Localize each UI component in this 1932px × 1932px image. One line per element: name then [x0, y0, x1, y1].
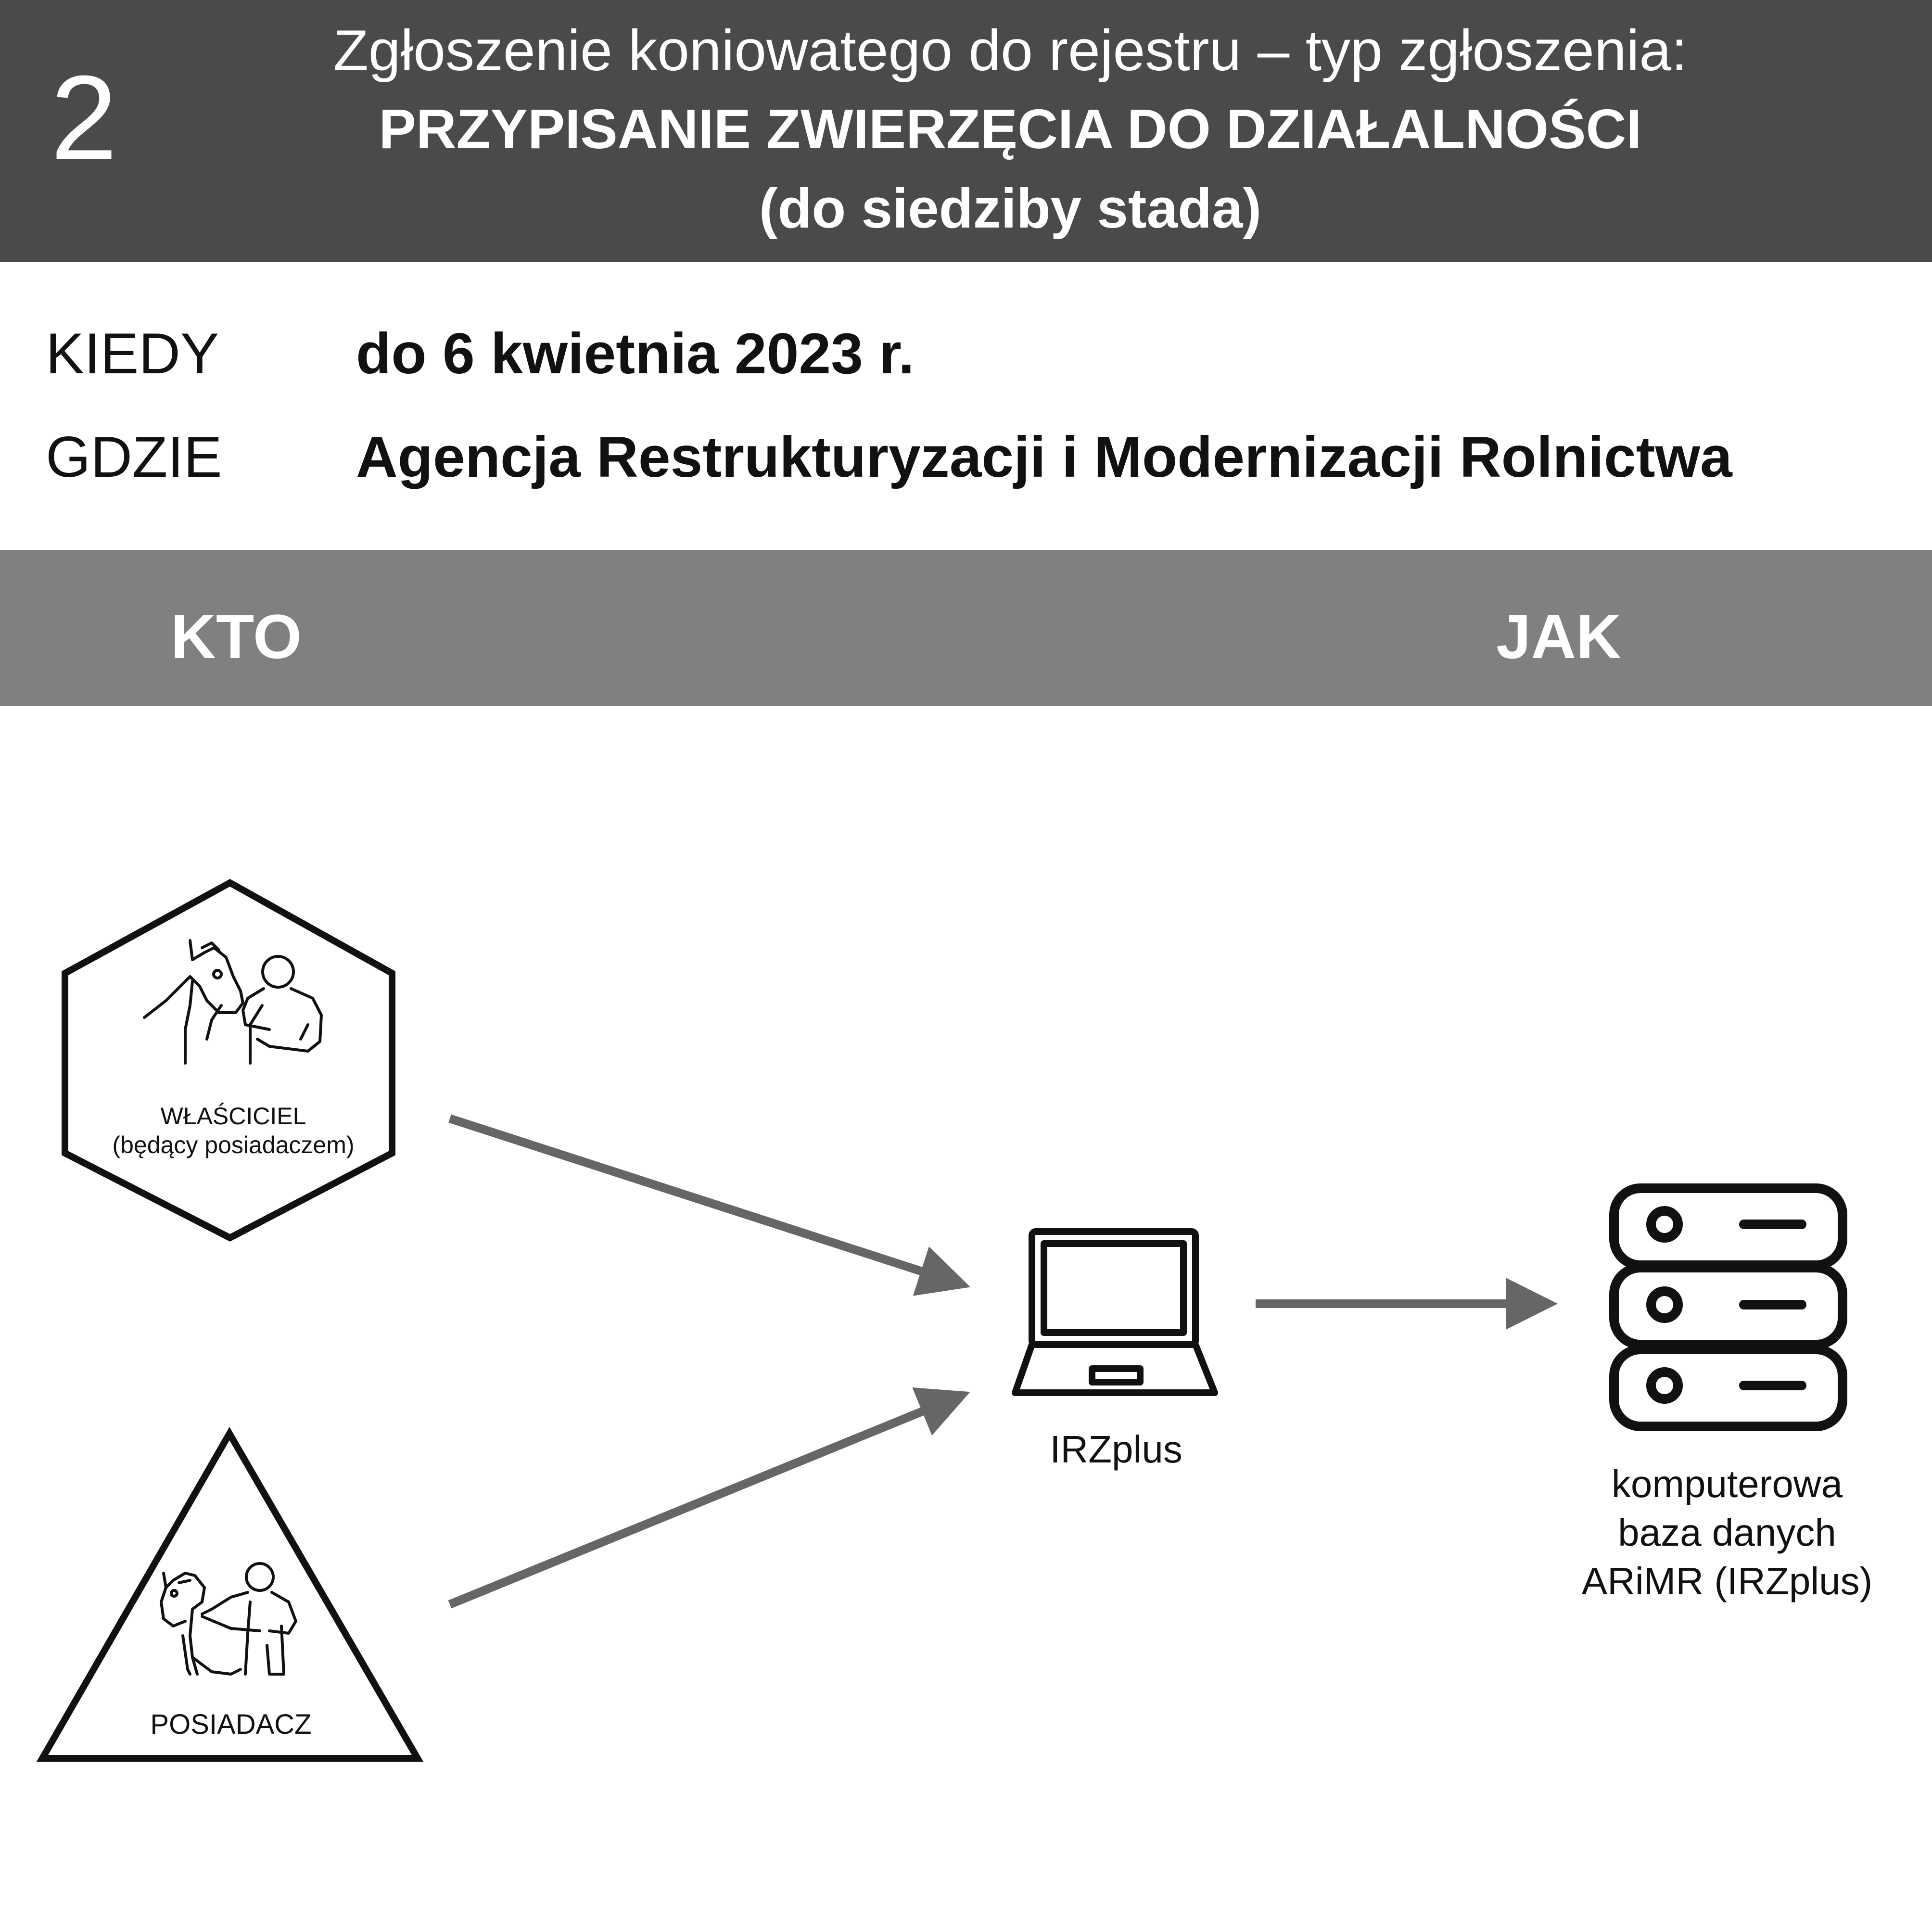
- server-database-icon: [1614, 1188, 1843, 1426]
- gdzie-value: Agencja Restrukturyzacji i Modernizacji Rolnictwa: [356, 425, 1732, 489]
- owner-caption: [79, 1102, 387, 1159]
- owner-hexagon: [65, 883, 392, 1238]
- title-line-2: PRZYPISANIE ZWIERZĘCIA DO DZIAŁALNOŚCI: [379, 98, 1642, 160]
- title-line-3: (do siedziby stada): [759, 177, 1262, 240]
- arrow-owner-to-laptop: [450, 1119, 962, 1284]
- title-line-1: Zgłoszenie koniowatego do rejestru – typ zgłoszenia:: [333, 18, 1688, 83]
- laptop-label: IRZplus: [1050, 1428, 1182, 1471]
- owner-sublabel: (będący posiadaczem): [112, 1131, 355, 1158]
- step-number: 2: [51, 51, 118, 185]
- gdzie-label: GDZIE: [46, 425, 222, 489]
- kto-label: KTO: [171, 601, 302, 672]
- jak-label: JAK: [1496, 601, 1622, 672]
- database-label-line1: komputerowa: [1611, 1462, 1843, 1505]
- kiedy-value: do 6 kwietnia 2023 r.: [356, 321, 915, 386]
- owner-label: WŁAŚCICIEL: [160, 1103, 306, 1130]
- kiedy-label: KIEDY: [46, 321, 219, 386]
- laptop-icon: [1015, 1232, 1215, 1393]
- holder-label: POSIADACZ: [150, 1709, 312, 1740]
- database-label-line3: ARiMR (IRZplus): [1581, 1559, 1873, 1602]
- database-label-line2: baza danych: [1618, 1511, 1836, 1554]
- database-caption: [1530, 1460, 1924, 1605]
- arrow-holder-to-laptop: [450, 1395, 962, 1604]
